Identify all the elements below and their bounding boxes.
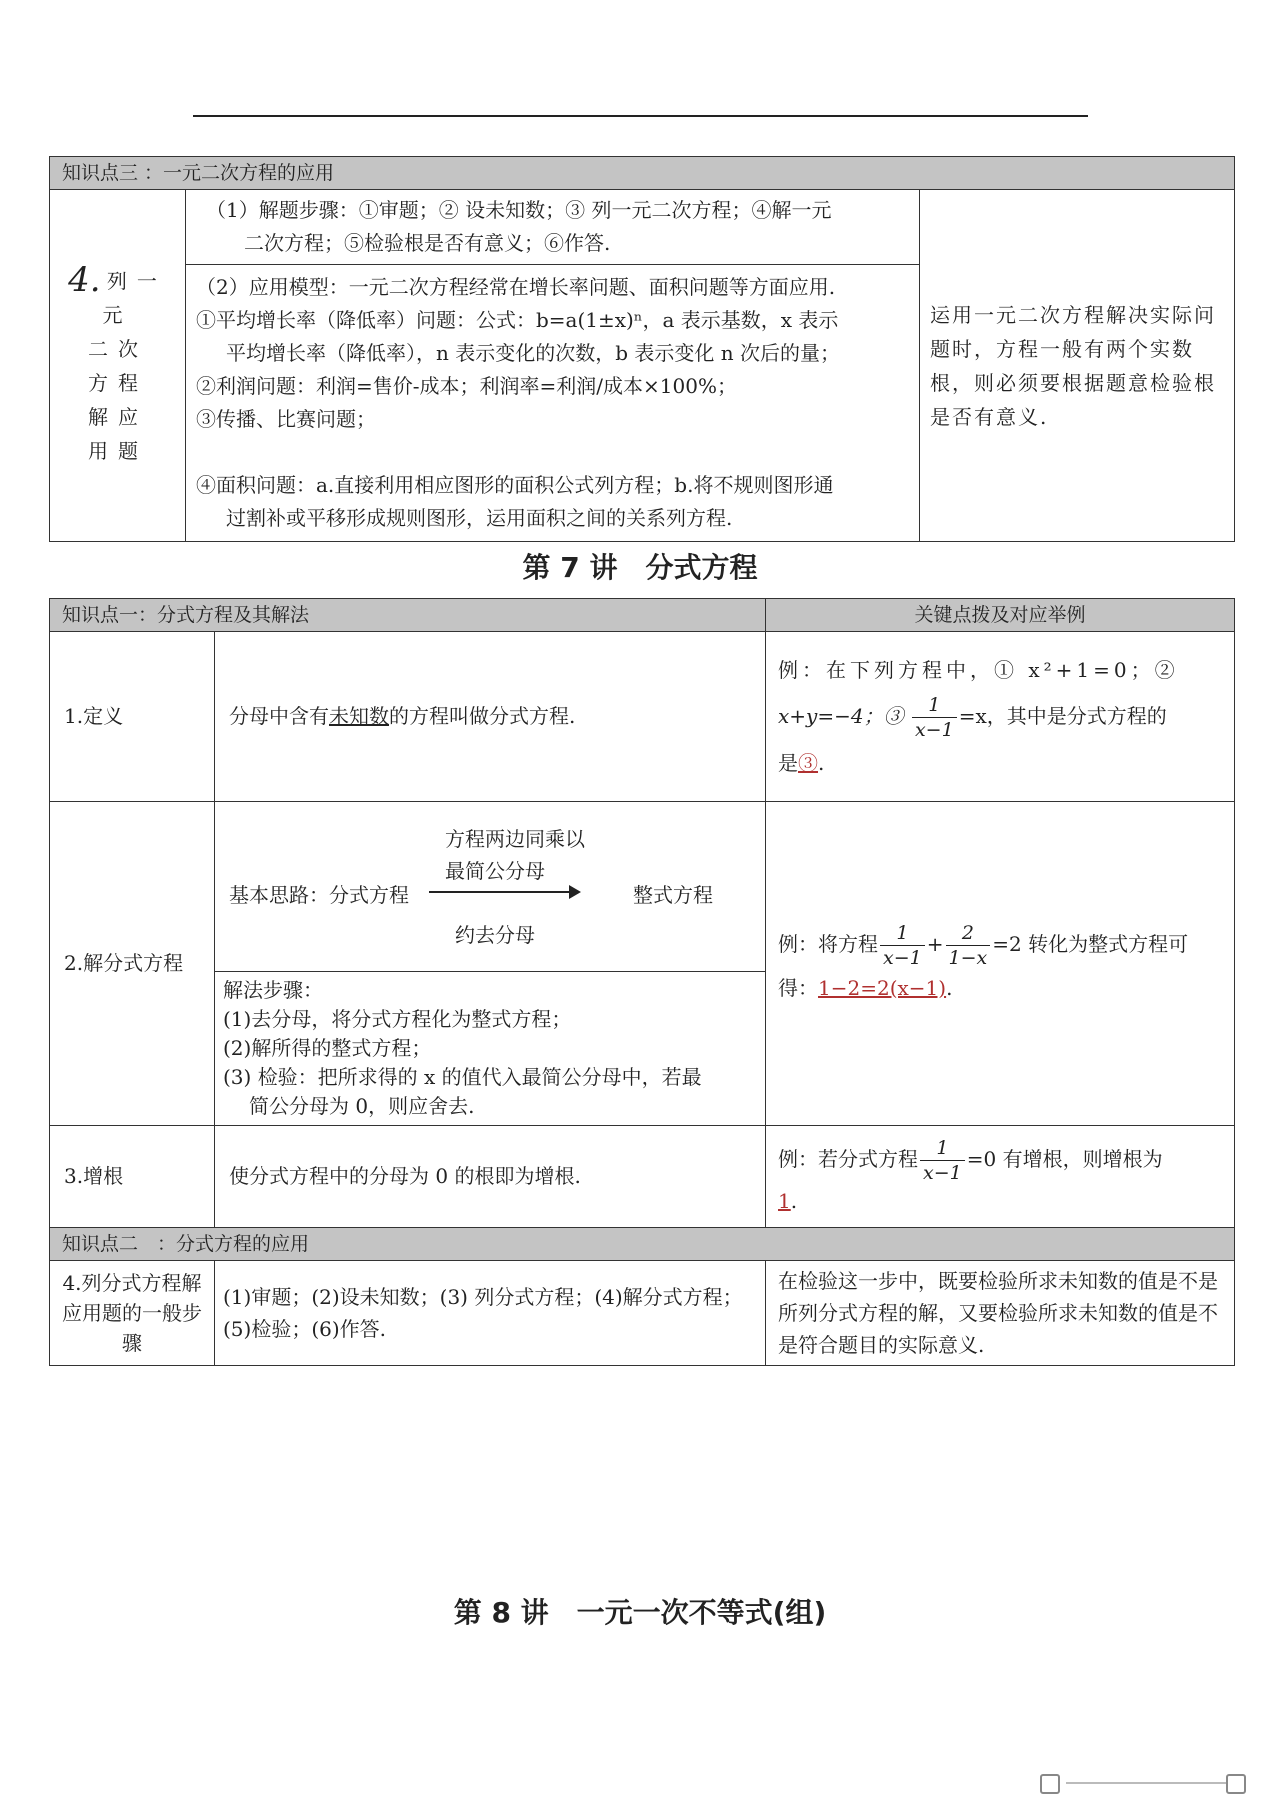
solve-idea-diagram: 基本思路：分式方程 方程两边同乘以 最简公分母 整式方程 约去分母 [229, 827, 713, 947]
section3-steps: （1）解题步骤：①审题；② 设未知数；③ 列一元二次方程；④解一元 二次方程；⑤检验根是否有意义；⑥作答. [186, 190, 920, 265]
solve-idea [215, 802, 766, 972]
definition-label: 1.定义 [50, 632, 215, 802]
root-text: 使分式方程中的分母为 0 的根即为增根. [215, 1126, 766, 1228]
solve-fraction-1: $\frac{1}{x-1}$ [880, 921, 925, 970]
application-note: 在检验这一步中，既要检验所求未知数的值是不是所列分式方程的解，又要检验所求未知数的值是不是符合题目的实际意义. [766, 1261, 1235, 1366]
section3-model: （2）应用模型：一元二次方程经常在增长率问题、面积问题等方面应用. ①平均增长率（降低率）问题：公式：b=a(1±x)ⁿ，a 表示基数，x 表示 平均增长率（降低率），n 表示变化的次数，b 表示变化 n 次后的量； ②利润问题：利润=售价-成本；利润率=利润/成本×100%； ③传播、比赛问题； ④面积问题：a.直接利用相应图形的面积公式列方程；b.将不规则图形通 过割补或平移形成规则图形，运用面积之间的关系列方程. [186, 265, 920, 542]
lecture7-title: 第 7 讲 分式方程 [522, 551, 758, 584]
root-answer: 1 [778, 1189, 791, 1213]
section3-note: 运用一元二次方程解决实际问题时，方程一般有两个实数根，则必须要根据题意检验根是否有意义. [920, 190, 1235, 542]
definition-answer: ③ [798, 751, 819, 775]
root-label: 3.增根 [50, 1126, 215, 1228]
section3-table [49, 156, 1235, 542]
definition-fraction: $\frac{1}{x-1}$ [912, 693, 957, 742]
root-fraction: $\frac{1}{x-1}$ [920, 1136, 965, 1185]
solve-answer: 1−2=2(x−1) [818, 976, 947, 1000]
section71-header: 知识点一：分式方程及其解法 [50, 599, 766, 632]
top-rule [193, 115, 1088, 117]
key-points-header: 关键点拨及对应举例 [766, 599, 1235, 632]
solve-label: 2.解分式方程 [50, 802, 215, 1126]
application-label: 4.列分式方程解应用题的一般步骤 [50, 1261, 215, 1366]
solve-example: 例：将方程 $\frac{1}{x-1}$ + $\frac{2}{1-x}$ =2 转化为整式方程可 得：1−2=2(x−1). [766, 802, 1235, 1126]
lecture8-title: 第 8 讲 一元一次不等式(组) [453, 1596, 827, 1629]
solve-fraction-2: $\frac{2}{1-x}$ [946, 921, 991, 970]
definition-text: 分母中含有未知数的方程叫做分式方程. [215, 632, 766, 802]
lecture7-table [49, 598, 1235, 1366]
solve-steps: 解法步骤： (1)去分母，将分式方程化为整式方程； (2)解所得的整式方程； (3) 检验：把所求得的 x 的值代入最简公分母中，若最 简公分母为 0，则应舍去. [215, 972, 766, 1126]
root-example: 例：若分式方程 $\frac{1}{x-1}$ =0 有增根，则增根为 1. [766, 1126, 1235, 1228]
application-steps: (1)审题；(2)设未知数；(3) 列分式方程；(4)解分式方程；(5)检验；(6)作答. [215, 1261, 766, 1366]
section3-row-number: 4. [68, 260, 101, 300]
definition-example: 例：在下列方程中，① x²+1=0；② x+y=−4；③ $\frac{1}{x-1}$ =x，其中是分式方程的 是③. [766, 632, 1235, 802]
section3-row-label: 4. 列一元 二次方程解应用题 [50, 190, 186, 542]
page-scroll-indicator [1040, 1768, 1250, 1796]
section72-header: 知识点二 ：分式方程的应用 [50, 1228, 1235, 1261]
section3-header: 知识点三 ：一元二次方程的应用 [50, 157, 1235, 190]
solve-arrow [429, 891, 579, 893]
